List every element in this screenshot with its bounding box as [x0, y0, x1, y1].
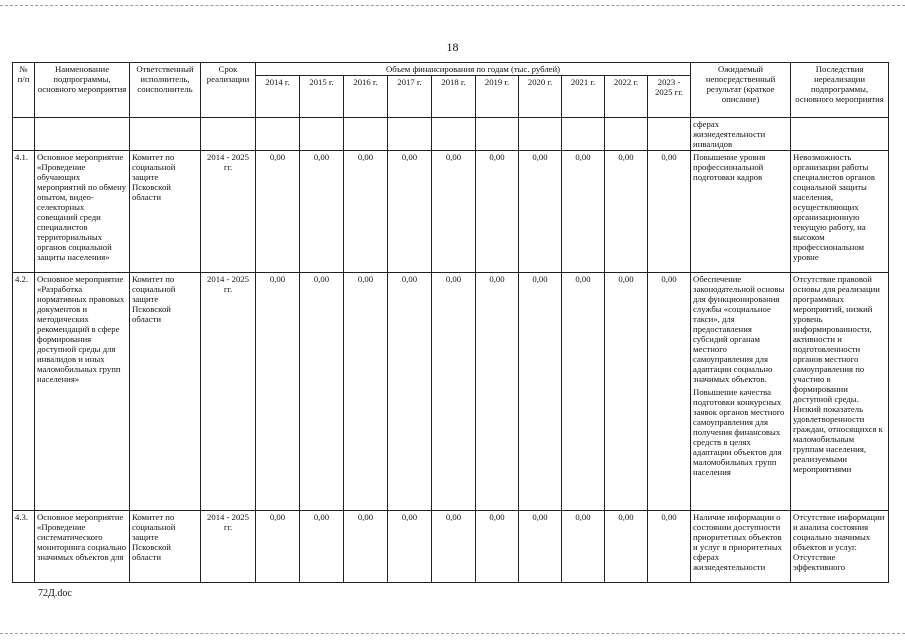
- row-result-text: Повышение уровня профессиональной подготовки кадров: [693, 152, 766, 182]
- page-number: 18: [446, 40, 459, 54]
- row-value: 0,00: [256, 511, 300, 583]
- row-responsible: Комитет по социальной защите Псковской области: [130, 511, 201, 583]
- row-value: 0,00: [432, 151, 476, 273]
- row-value: 0,00: [562, 151, 605, 273]
- table-row: [13, 273, 889, 511]
- header-year: 2014 г.: [256, 76, 300, 118]
- program-table: [12, 62, 889, 583]
- header-number: № п/п: [13, 63, 35, 118]
- header-year: 2015 г.: [300, 76, 344, 118]
- header-year: 2023 - 2025 гг.: [648, 76, 691, 118]
- row-number: 4.1.: [13, 151, 35, 273]
- row-term: 2014 - 2025 гг.: [201, 151, 256, 273]
- row-value: 0,00: [344, 511, 388, 583]
- header-year: 2021 г.: [562, 76, 605, 118]
- row-value: 0,00: [476, 511, 519, 583]
- row-value: 0,00: [605, 511, 648, 583]
- row-value: 0,00: [476, 273, 519, 511]
- row-consequences: Невозможность организации работы специалистов органов социальной защиты населения, осуществляющих организационную текущую работу, на высоком профессиональном уровне: [791, 151, 889, 273]
- row-value: 0,00: [562, 273, 605, 511]
- continuation-text: сферах жизнедеятельности инвалидов: [691, 118, 791, 151]
- row-name: Основное мероприятие «Проведение обучающих мероприятий по обмену опытом, видео-селекторных совещаний среди специалистов территориальных органов социальной защиты населения»: [35, 151, 130, 273]
- header-year: 2020 г.: [519, 76, 562, 118]
- row-responsible: Комитет по социальной защите Псковской области: [130, 151, 201, 273]
- row-value: 0,00: [300, 151, 344, 273]
- row-responsible: Комитет по социальной защите Псковской области: [130, 273, 201, 511]
- row-value: 0,00: [605, 273, 648, 511]
- row-value: 0,00: [432, 511, 476, 583]
- table-row: [13, 151, 889, 273]
- scan-edge-bottom: [0, 633, 905, 634]
- row-result: [691, 273, 791, 511]
- header-responsible: Ответственный исполнитель, соисполнитель: [130, 63, 201, 118]
- row-value: 0,00: [388, 273, 432, 511]
- row-value: 0,00: [519, 511, 562, 583]
- document-filename: 72Д.doc: [38, 588, 72, 599]
- header-year: 2019 г.: [476, 76, 519, 118]
- row-result: [691, 511, 791, 583]
- scan-edge-top: [0, 5, 905, 6]
- row-value: 0,00: [256, 151, 300, 273]
- row-term: 2014 - 2025 гг.: [201, 511, 256, 583]
- row-value: 0,00: [256, 273, 300, 511]
- row-value: 0,00: [432, 273, 476, 511]
- row-value: 0,00: [648, 151, 691, 273]
- row-value: 0,00: [388, 511, 432, 583]
- row-value: 0,00: [476, 151, 519, 273]
- row-value: 0,00: [344, 151, 388, 273]
- header-year: 2022 г.: [605, 76, 648, 118]
- row-value: 0,00: [648, 273, 691, 511]
- header-term: Срок реализации: [201, 63, 256, 118]
- row-number: 4.3.: [13, 511, 35, 583]
- row-name: Основное мероприятие «Разработка нормативных правовых документов и методических рекомендаций в сфере формирования доступной среды для инвалидов и иных маломобильных групп населения»: [35, 273, 130, 511]
- row-result-text: Обеспечение законодательной основы для функционирования службы «социальное такси», для предоставления субсидий органам местного самоуправления для адаптации социально значимых объектов.: [693, 274, 785, 384]
- header-financing: Объем финансирования по годам (тыс. рублей): [256, 63, 691, 76]
- row-value: 0,00: [562, 511, 605, 583]
- row-result-text: Повышение качества подготовки конкурсных заявок органов местного самоуправления для получения финансовых средств в целях адаптации объектов для маломобильных групп населения: [693, 387, 785, 477]
- header-consequences: Последствия нереализации подпрограммы, основного мероприятия: [791, 63, 889, 118]
- row-consequences: Отсутствие правовой основы для реализации программных мероприятий, низкий уровень информированности, активности и подготовленности органов местного самоуправления по участию в формировании доступной среды. Низкий показатель удовлетворенности граждан, относящихся к маломобильным группам населения, реализуемыми мероприятиями: [791, 273, 889, 511]
- continuation-row: [13, 118, 889, 151]
- header-year: 2017 г.: [388, 76, 432, 118]
- row-value: 0,00: [605, 151, 648, 273]
- row-number: 4.2.: [13, 273, 35, 511]
- header-year: 2016 г.: [344, 76, 388, 118]
- row-value: 0,00: [648, 511, 691, 583]
- row-value: 0,00: [300, 511, 344, 583]
- table-row: [13, 511, 889, 583]
- header-result: Ожидаемый непосредственный результат (краткое описание): [691, 63, 791, 118]
- row-consequences: Отсутствие информации и анализа состояния социально значимых объектов и услуг. Отсутствие эффективного: [791, 511, 889, 583]
- header-year: 2018 г.: [432, 76, 476, 118]
- row-value: 0,00: [519, 151, 562, 273]
- header-name: Наименование подпрограммы, основного мероприятия: [35, 63, 130, 118]
- row-value: 0,00: [388, 151, 432, 273]
- row-value: 0,00: [300, 273, 344, 511]
- row-term: 2014 - 2025 гг.: [201, 273, 256, 511]
- row-name: Основное мероприятие «Проведение систематического мониторинга социально значимых объектов для: [35, 511, 130, 583]
- row-value: 0,00: [519, 273, 562, 511]
- row-value: 0,00: [344, 273, 388, 511]
- row-result: [691, 151, 791, 273]
- row-result-text: Наличие информации о состоянии доступности приоритетных объектов и услуг в приоритетных сферах жизнедеятельности: [693, 512, 783, 572]
